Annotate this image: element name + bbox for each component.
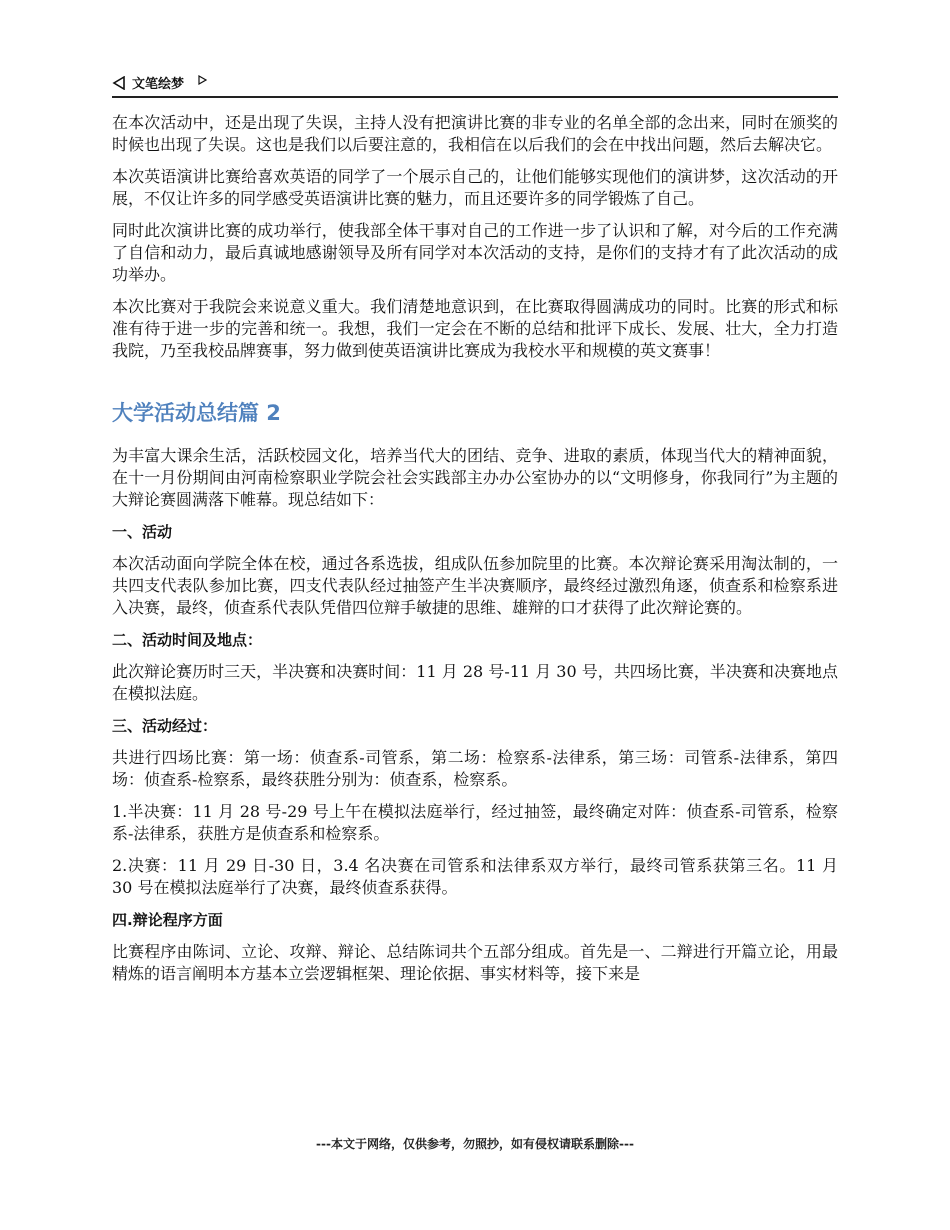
paragraph: 1.半决赛：11 月 28 号-29 号上午在模拟法庭举行，经过抽签，最终确定对阵：侦查系-司管系，检察系-法律系，获胜方是侦查系和检察系。 xyxy=(112,802,838,843)
subheading: 三、活动经过： xyxy=(112,717,218,735)
paragraph: 共进行四场比赛：第一场：侦查系-司管系，第二场：检察系-法律系，第三场：司管系-法律系，第四场：侦查系-检察系，最终获胜分别为：侦查系，检察系。 xyxy=(112,748,838,789)
paragraph: 本次比赛对于我院会来说意义重大。我们清楚地意识到，在比赛取得圆满成功的同时。比赛的形式和标准有待于进一步的完善和统一。我想，我们一定会在不断的总结和批评下成长、发展、壮大，全力打造我院，乃至我校品牌赛事，努力做到使英语演讲比赛成为我校水平和规模的英文赛事！ xyxy=(112,297,838,360)
paragraph: 同时此次演讲比赛的成功举行，使我部全体干事对自己的工作进一步了认识和了解，对今后的工作充满了自信和动力，最后真诚地感谢领导及所有同学对本次活动的支持，是你们的支持才有了此次活动的成功举办。 xyxy=(112,221,838,284)
paragraph: 此次辩论赛历时三天，半决赛和决赛时间：11 月 28 号-11 月 30 号，共四场比赛，半决赛和决赛地点在模拟法庭。 xyxy=(112,662,838,703)
brand xyxy=(112,73,207,92)
section-title: 大学活动总结篇 2 xyxy=(112,401,281,425)
subheading: 四.辩论程序方面 xyxy=(112,911,223,929)
footer-disclaimer: ---本文于网络，仅供参考，勿照抄，如有侵权请联系删除--- xyxy=(316,1137,634,1151)
triangle-left-icon xyxy=(112,76,126,90)
paragraph: 本次英语演讲比赛给喜欢英语的同学了一个展示自己的，让他们能够实现他们的演讲梦，这次活动的开展，不仅让许多的同学感受英语演讲比赛的魅力，而且还要许多的同学锻炼了自己。 xyxy=(112,167,838,208)
paragraph: 2.决赛：11 月 29 日-30 日，3.4 名决赛在司管系和法律系双方举行，最终司管系获第三名。11 月 30 号在模拟法庭举行了决赛，最终侦查系获得。 xyxy=(112,856,838,897)
paragraph: 本次活动面向学院全体在校，通过各系选拔，组成队伍参加院里的比赛。本次辩论赛采用淘汰制的，一共四支代表队参加比赛，四支代表队经过抽签产生半决赛顺序，最终经过激烈角逐，侦查系和检察系进入决赛，最终，侦查系代表队凭借四位辩手敏捷的思维、雄辩的口才获得了此次辩论赛的。 xyxy=(112,554,838,617)
triangle-right-icon xyxy=(198,75,207,85)
paragraph: 在本次活动中，还是出现了失误，主持人没有把演讲比赛的非专业的名单全部的念出来，同时在颁奖的时候也出现了失误。这也是我们以后要注意的，我相信在以后我们的会在中找出问题，然后去解决它。 xyxy=(112,113,838,154)
document-body xyxy=(112,112,838,995)
brand-name: 文笔绘梦 xyxy=(132,77,185,92)
page-header xyxy=(112,70,838,98)
paragraph: 为丰富大课余生活，活跃校园文化，培养当代大的团结、竞争、进取的素质，体现当代大的精神面貌，在十一月份期间由河南检察职业学院会社会实践部主办办公室协办的以“文明修身，你我同行”为主题的大辩论赛圆满落下帷幕。现总结如下： xyxy=(112,446,838,509)
paragraph: 比赛程序由陈词、立论、攻辩、辩论、总结陈词共个五部分组成。首先是一、二辩进行开篇立论，用最精炼的语言阐明本方基本立尝逻辑框架、理论依据、事实材料等，接下来是 xyxy=(112,942,838,983)
subheading: 二、活动时间及地点： xyxy=(112,631,263,649)
subheading: 一、活动 xyxy=(112,523,173,541)
